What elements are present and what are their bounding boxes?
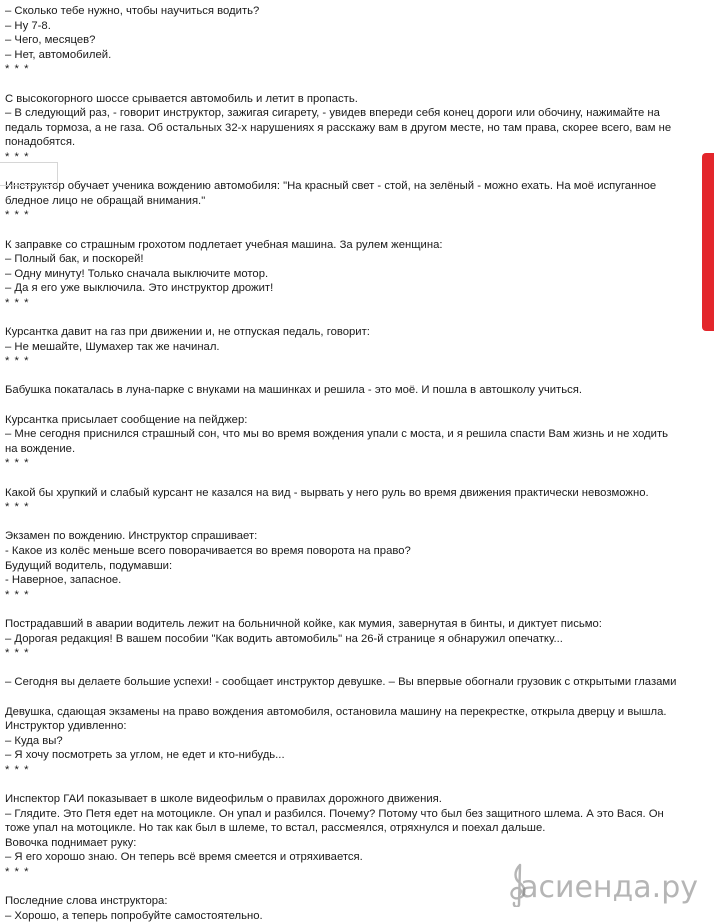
text-line: Вовочка поднимает руку: [5, 836, 137, 849]
separator-stars: * * * [5, 355, 30, 368]
text-line: – Полный бак, и поскорей! [5, 253, 144, 266]
blank-line [5, 602, 714, 617]
blank-line [5, 690, 714, 705]
text-line: - Какое из колёс меньше всего поворачивается во время поворота на право? [5, 544, 411, 557]
text-line: Курсантка давит на газ при движении и, не отпуская педаль, говорит: [5, 326, 370, 339]
text-line: Инструктор обучает ученика вождению автомобиля: "На красный свет - стой, на зелёный - можно ехать. На моё испуганное [5, 180, 657, 193]
text-line: – Я хочу посмотреть за углом, не едет и кто-нибудь... [5, 749, 285, 762]
text-line: – Да я его уже выключила. Это инструктор дрожит! [5, 282, 274, 295]
blank-line [5, 223, 714, 238]
text-line: – Одну минуту! Только сначала выключите мотор. [5, 267, 269, 280]
text-line: на вождение. [5, 442, 76, 455]
separator-stars: * * * [5, 763, 30, 776]
text-line: Инструктор удивленно: [5, 720, 127, 733]
text-line: Последние слова инструктора: [5, 895, 168, 908]
blank-line [5, 471, 714, 486]
text-line: Инспектор ГАИ показывает в школе видеофильм о правилах дорожного движения. [5, 793, 442, 806]
text-line: К заправке со страшным грохотом подлетает учебная машина. За рулем женщина: [5, 238, 443, 251]
blank-line [5, 777, 714, 792]
blank-line [5, 661, 714, 676]
text-line: бледное лицо не обращай внимания." [5, 194, 206, 207]
text-line: тоже упал на мотоцикле. Но так как был в шлеме, то встал, рассмеялся, отряхнулся и поехал дальше. [5, 822, 546, 835]
text-line: Пострадавший в аварии водитель лежит на больничной койке, как мумия, завернутая в бинты, и диктует письмо: [5, 617, 602, 630]
text-line: – Ну 7-8. [5, 19, 51, 32]
separator-stars: * * * [5, 647, 30, 660]
site-watermark: асиенда.ру [520, 870, 698, 905]
separator-stars: * * * [5, 150, 30, 163]
text-line: – Сегодня вы делаете большие успехи! - сообщает инструктор девушке. – Вы впервые обогнали грузовик с открытыми глазами [5, 676, 677, 689]
separator-stars: * * * [5, 501, 30, 514]
article-text [5, 4, 714, 923]
separator-stars: * * * [5, 296, 30, 309]
text-line: – Хорошо, а теперь попробуйте самостоятельно. [5, 909, 263, 922]
text-line: – Глядите. Это Петя едет на мотоцикле. Он упал и разбился. Почему? Потому что был без защитного шлема. А это Вася. Он [5, 807, 664, 820]
text-line: понадобятся. [5, 136, 76, 149]
text-line: – Дорогая редакция! В вашем пособии "Как водить автомобиль" на 26-й странице я обнаружил опечатку... [5, 632, 563, 645]
text-line: – В следующий раз, - говорит инструктор, зажигая сигарету, - увидев впереди себя конец дороги или обочину, нажимайте на [5, 107, 660, 120]
separator-stars: * * * [5, 588, 30, 601]
text-line: – Мне сегодня приснился страшный сон, что мы во время вождения упали с моста, и я решила спасти Вам жизнь и не ходить [5, 428, 669, 441]
text-line: – Нет, автомобилей. [5, 48, 112, 61]
separator-stars: * * * [5, 209, 30, 222]
blank-line [5, 165, 714, 180]
separator-stars: * * * [5, 457, 30, 470]
separator-stars: * * * [5, 63, 30, 76]
text-line: С высокогорного шоссе срывается автомобиль и летит в пропасть. [5, 92, 358, 105]
text-line: – Чего, месяцев? [5, 34, 96, 47]
separator-stars: * * * [5, 866, 30, 879]
side-widget-frame[interactable] [0, 162, 58, 186]
side-feedback-tab[interactable] [702, 153, 714, 331]
text-line: Курсантка присылает сообщение на пейджер: [5, 413, 248, 426]
text-line: Экзамен по вождению. Инструктор спрашивает: [5, 530, 258, 543]
blank-line [5, 77, 714, 92]
text-line: Какой бы хрупкий и слабый курсант не казался на вид - вырвать у него руль во время движения практически невозможно. [5, 486, 649, 499]
blank-line [5, 369, 714, 384]
blank-line [5, 515, 714, 530]
text-line: – Куда вы? [5, 734, 63, 747]
text-line: – Я его хорошо знаю. Он теперь всё время смеется и отряхивается. [5, 851, 363, 864]
text-line: - Наверное, запасное. [5, 574, 122, 587]
text-line: педаль тормоза, а не газа. Об остальных 32-х нарушениях я расскажу вам в другом месте, но там права, скорее всего, вам не [5, 121, 672, 134]
blank-line [5, 398, 714, 413]
text-line: – Сколько тебе нужно, чтобы научиться водить? [5, 5, 260, 17]
text-line: Бабушка покаталась в луна-парке с внуками на машинках и решила - это моё. И пошла в автошколу учиться. [5, 384, 583, 397]
text-line: Девушка, сдающая экзамены на право вождения автомобиля, остановила машину на перекрестке, открыла дверцу и вышла. [5, 705, 667, 718]
text-line: Будущий водитель, подумавши: [5, 559, 173, 572]
text-line: – Не мешайте, Шумахер так же начинал. [5, 340, 220, 353]
blank-line [5, 310, 714, 325]
